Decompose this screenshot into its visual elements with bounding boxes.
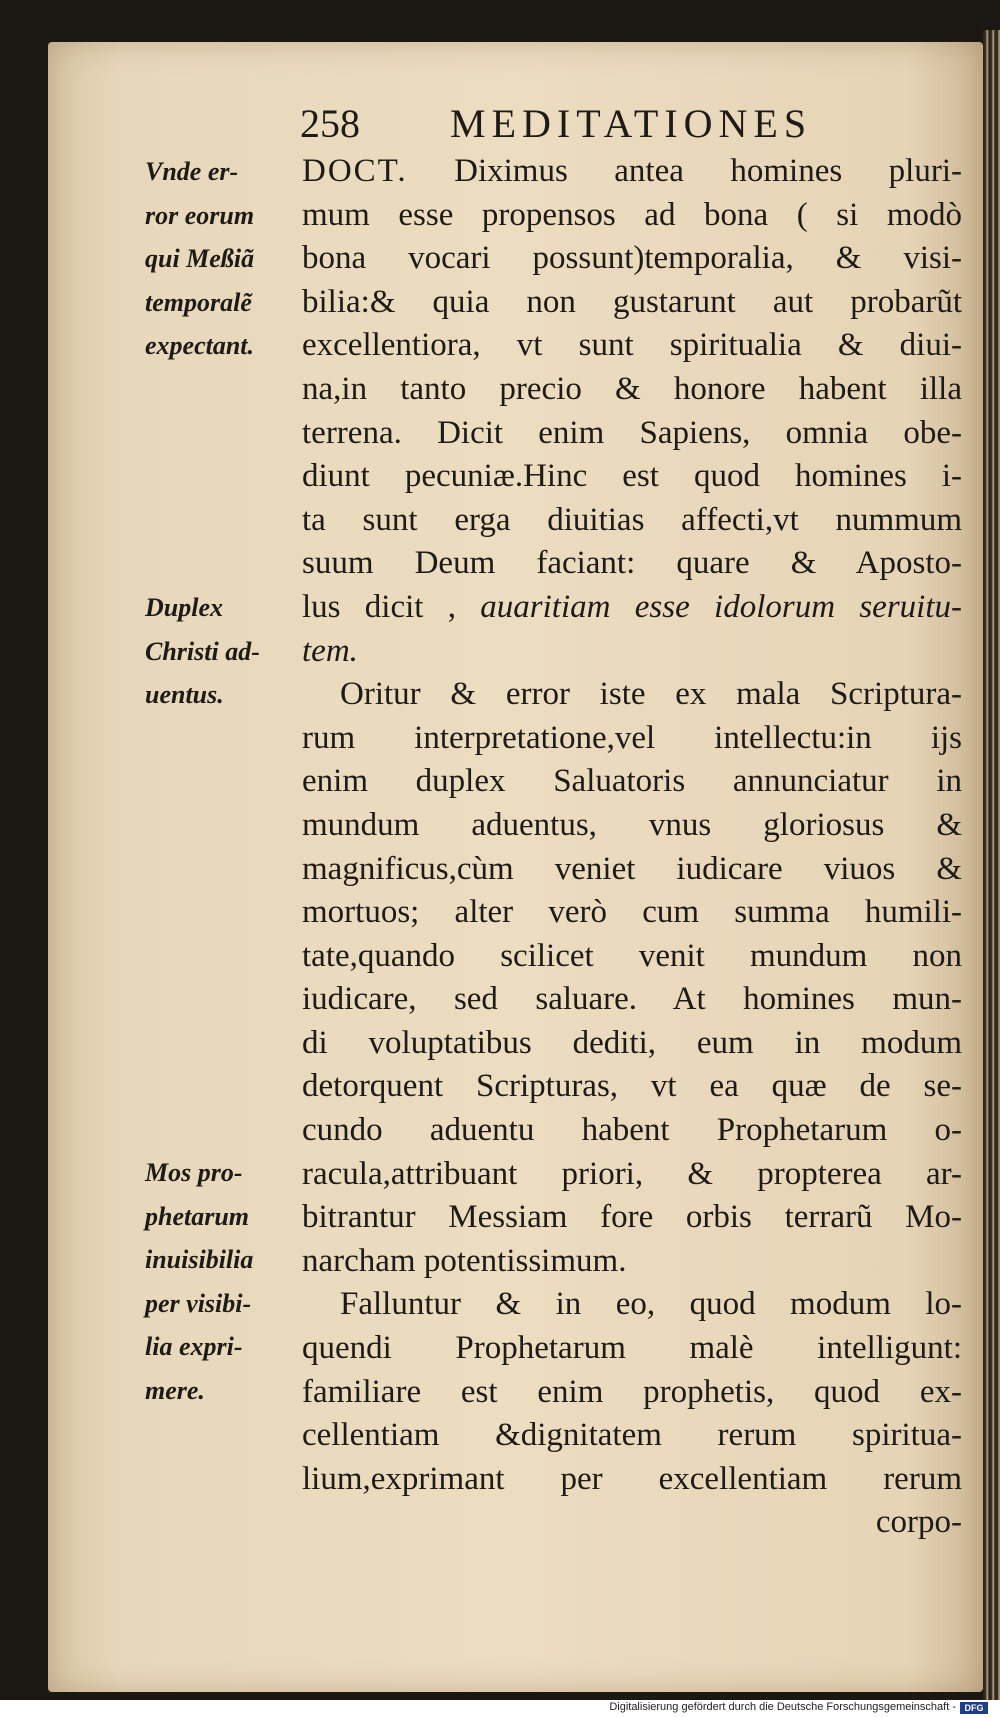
text-line: [302, 760, 962, 804]
margin-note-line: ror eorum: [145, 200, 255, 230]
text-segment: bona vocari possunt)temporalia, & visi-: [302, 240, 962, 277]
text-line: [302, 1153, 962, 1197]
text-line: [302, 586, 962, 630]
running-title: MEDITATIONES: [450, 101, 813, 146]
text-line: [302, 499, 962, 543]
catchword: corpo-: [875, 1504, 962, 1541]
text-segment: racula,attribuant priori, & propterea ar-: [302, 1155, 962, 1192]
text-line: [302, 1371, 962, 1415]
page-header: [300, 100, 860, 150]
margin-note-3: [145, 1151, 295, 1413]
footer-bar: [0, 1700, 1000, 1718]
text-line: [302, 978, 962, 1022]
text-line: [302, 630, 962, 674]
text-line: [302, 935, 962, 979]
text-segment: excellentiora, vt sunt spiritualia & diui-: [302, 327, 962, 364]
margin-note-line: lia expri-: [145, 1332, 243, 1362]
text-line: [302, 542, 962, 586]
text-segment: Diximus antea homines pluri-: [407, 153, 962, 189]
text-segment: rum interpretatione,vel intellectu:in ijs: [302, 719, 962, 756]
text-segment: suum Deum faciant: quare & Aposto-: [302, 545, 962, 582]
text-segment: lus dicit ,: [302, 588, 481, 625]
margin-note-line: per visibi-: [145, 1288, 252, 1318]
text-line: [302, 194, 962, 238]
text-line: [302, 1240, 962, 1284]
margin-note-line: inuisibilia: [145, 1245, 254, 1275]
margin-note-line: temporalẽ: [145, 287, 252, 317]
text-line: [302, 1022, 962, 1066]
margin-note-line: uentus.: [145, 680, 224, 710]
text-line: [302, 848, 962, 892]
dfg-logo: DFG: [960, 1702, 988, 1714]
text-line: [302, 324, 962, 368]
text-segment: mundum aduentus, vnus gloriosus &: [302, 806, 962, 843]
text-line: [302, 237, 962, 281]
text-segment: mum esse propensos ad bona ( si modò: [302, 196, 962, 233]
text-segment: quendi Prophetarum malè intelligunt:: [302, 1330, 962, 1367]
text-line: [302, 804, 962, 848]
margin-note-line: qui Meßiã: [145, 244, 255, 274]
margin-note-line: Christi ad-: [145, 636, 260, 666]
text-segment: na,in tanto precio & honore habent illa: [302, 370, 962, 407]
text-segment: auaritiam esse idolorum seruitu-: [480, 588, 962, 625]
text-segment: enim duplex Saluatoris annunciatur in: [302, 763, 962, 800]
text-segment: bitrantur Messiam fore orbis terrarũ Mo-: [302, 1199, 962, 1236]
text-segment: Falluntur & in eo, quod modum lo-: [340, 1286, 962, 1323]
margin-note-1: [145, 150, 295, 368]
text-line: [302, 891, 962, 935]
text-segment: cundo aduentu habent Prophetarum o-: [302, 1112, 962, 1149]
text-line: [302, 412, 962, 456]
text-segment: diunt pecuniæ.Hinc est quod homines i-: [302, 458, 962, 495]
text-segment: lium,exprimant per excellentiam rerum: [302, 1460, 962, 1497]
margin-note-2: [145, 586, 295, 717]
text-segment: mortuos; alter verò cum summa humili-: [302, 894, 962, 931]
margin-note-line: Vnde er-: [145, 157, 239, 186]
text-segment: magnificus,cùm veniet iudicare viuos &: [302, 850, 962, 887]
text-line: [302, 717, 962, 761]
text-segment: iudicare, sed saluare. At homines mun-: [302, 981, 962, 1018]
margin-note-line: phetarum: [145, 1201, 250, 1231]
page-number: 258: [300, 101, 360, 146]
text-line: [302, 1327, 962, 1371]
text-segment: terrena. Dicit enim Sapiens, omnia obe-: [302, 414, 962, 451]
text-segment: Oritur & error iste ex mala Scriptura-: [340, 676, 962, 713]
text-segment: DOCT.: [302, 153, 408, 189]
text-segment: tem.: [302, 632, 358, 669]
text-segment: detorquent Scripturas, vt ea quæ de se-: [302, 1068, 962, 1105]
text-segment: familiare est enim prophetis, quod ex-: [302, 1373, 962, 1410]
text-line: [302, 1458, 962, 1502]
text-line: [302, 1065, 962, 1109]
text-line: [302, 150, 962, 194]
text-line: [302, 281, 962, 325]
text-segment: narcham potentissimum.: [302, 1242, 627, 1279]
book-fore-edge: [983, 30, 1000, 1700]
text-segment: cellentiam &dignitatem rerum spiritua-: [302, 1417, 962, 1454]
footer-credit: Digitalisierung gefördert durch die Deutsche Forschungsgemeinschaft -: [609, 1701, 956, 1713]
text-segment: tate,quando scilicet venit mundum non: [302, 937, 962, 974]
text-segment: ta sunt erga diuitias affecti,vt nummum: [302, 501, 962, 538]
margin-note-line: expectant.: [145, 331, 255, 361]
text-line: [302, 1283, 962, 1327]
text-line: [302, 1109, 962, 1153]
margin-note-line: mere.: [145, 1375, 205, 1405]
text-line: [302, 1414, 962, 1458]
text-line: [302, 1196, 962, 1240]
margin-note-line: Mos pro-: [145, 1158, 243, 1187]
text-line: [302, 673, 962, 717]
main-text-block: [302, 150, 962, 1545]
text-segment: di voluptatibus dediti, eum in modum: [302, 1024, 962, 1061]
text-segment: bilia:& quia non gustarunt aut probarũt: [302, 283, 962, 320]
text-line: [302, 368, 962, 412]
margin-note-line: Duplex: [145, 593, 223, 622]
text-line: [302, 455, 962, 499]
